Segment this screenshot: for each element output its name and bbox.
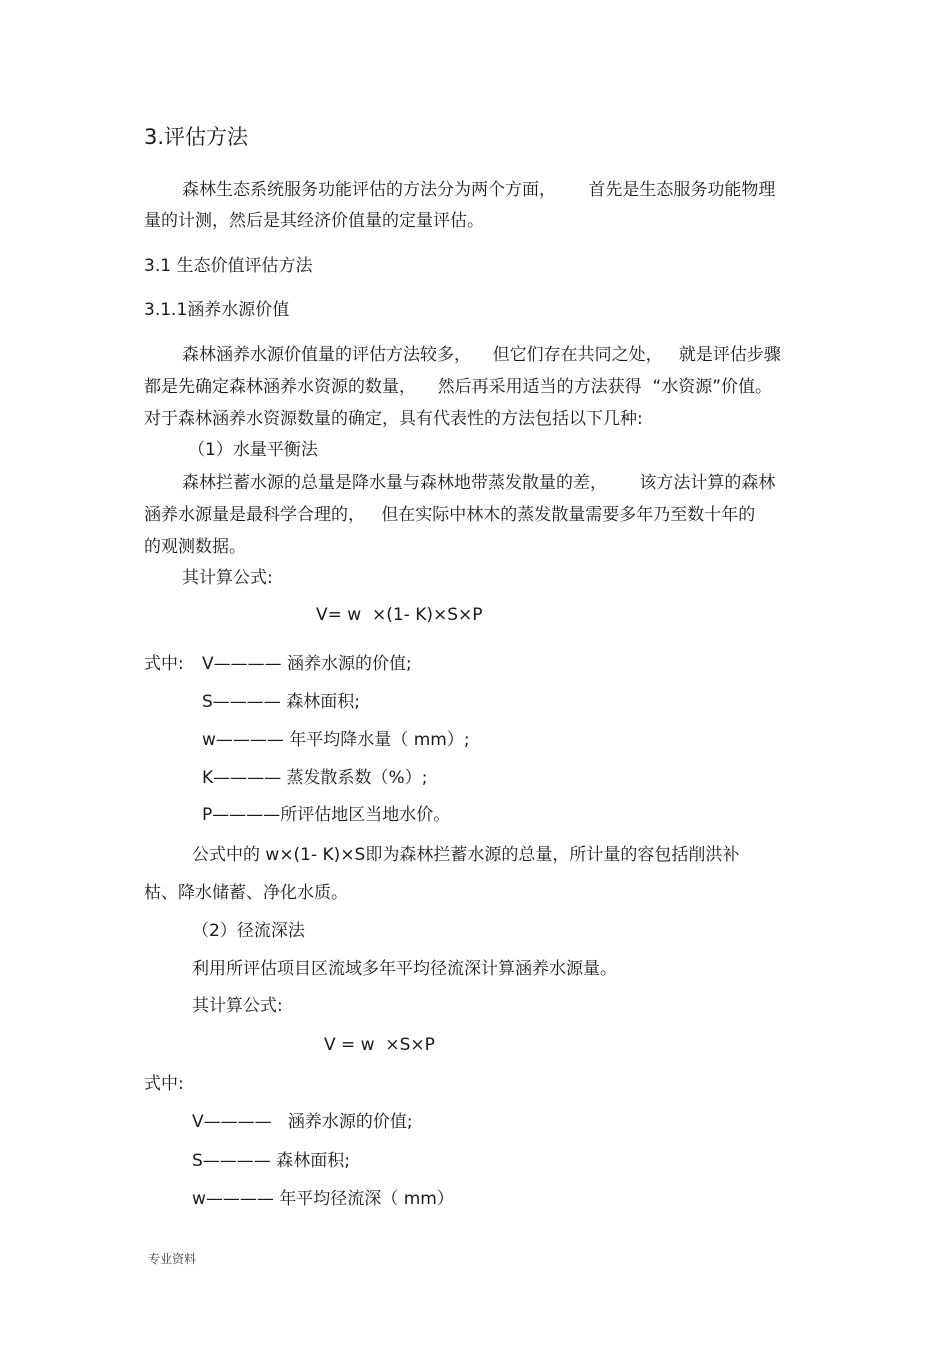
para1-line-3: 对于森林涵养水资源数量的确定，具有代表性的方法包括以下几种: — [144, 409, 643, 429]
method1-var: P————所评估地区当地水价。 — [202, 805, 451, 825]
method2-var: w———— 年平均径流深（ mm） — [192, 1189, 454, 1209]
section-title: 3.评估方法 — [144, 125, 249, 149]
method2-heading: （2）径流深法 — [192, 921, 305, 941]
method2-where: 式中: — [144, 1074, 184, 1094]
method1-desc-line-2: 涵养水源量是最科学合理的， 但在实际中林木的蒸发散量需要多年乃至数十年的 — [144, 505, 756, 525]
para1-line-1: 森林涵养水源价值量的评估方法较多， 但它们存在共同之处， 就是评估步骤 — [182, 345, 781, 365]
method2-formula: V = w ×S×P — [324, 1035, 435, 1055]
method1-formula-intro: 其计算公式: — [182, 568, 273, 588]
method2-var: V———— 涵养水源的价值; — [192, 1112, 413, 1132]
method1-where: 式中: — [144, 654, 184, 674]
method1-var: w———— 年平均降水量（ mm）; — [202, 730, 470, 750]
subsubsection-title: 3.1.1涵养水源价值 — [144, 300, 290, 320]
method2-formula-intro: 其计算公式: — [192, 996, 283, 1016]
method1-desc-line-1: 森林拦蓄水源的总量是降水量与森林地带蒸发散量的差， 该方法计算的森林 — [182, 473, 776, 493]
method1-note-line-2: 枯、降水储蓄、净化水质。 — [144, 883, 348, 903]
method1-formula: V= w ×(1- K)×S×P — [316, 605, 483, 625]
footer-label: 专业资料 — [148, 1252, 197, 1266]
method2-desc: 利用所评估项目区流域多年平均径流深计算涵养水源量。 — [192, 959, 617, 979]
intro-line-2: 量的计测，然后是其经济价值量的定量评估。 — [144, 211, 484, 231]
intro-line-1: 森林生态系统服务功能评估的方法分为两个方面， 首先是生态服务功能物理 — [182, 180, 776, 200]
method1-note-line-1: 公式中的 w×(1- K)×S即为森林拦蓄水源的总量，所计量的容包括削洪补 — [192, 845, 740, 865]
method1-heading: （1）水量平衡法 — [188, 440, 318, 460]
method1-var: V———— 涵养水源的价值; — [202, 654, 412, 674]
method1-var: K———— 蒸发散系数（%）; — [202, 768, 428, 788]
method1-var: S———— 森林面积; — [202, 692, 360, 712]
method2-var: S———— 森林面积; — [192, 1151, 350, 1171]
method1-desc-line-3: 的观测数据。 — [144, 537, 246, 557]
para1-line-2: 都是先确定森林涵养水资源的数量， 然后再采用适当的方法获得 “水资源”价值。 — [144, 377, 773, 397]
subsection-title: 3.1 生态价值评估方法 — [144, 256, 313, 276]
